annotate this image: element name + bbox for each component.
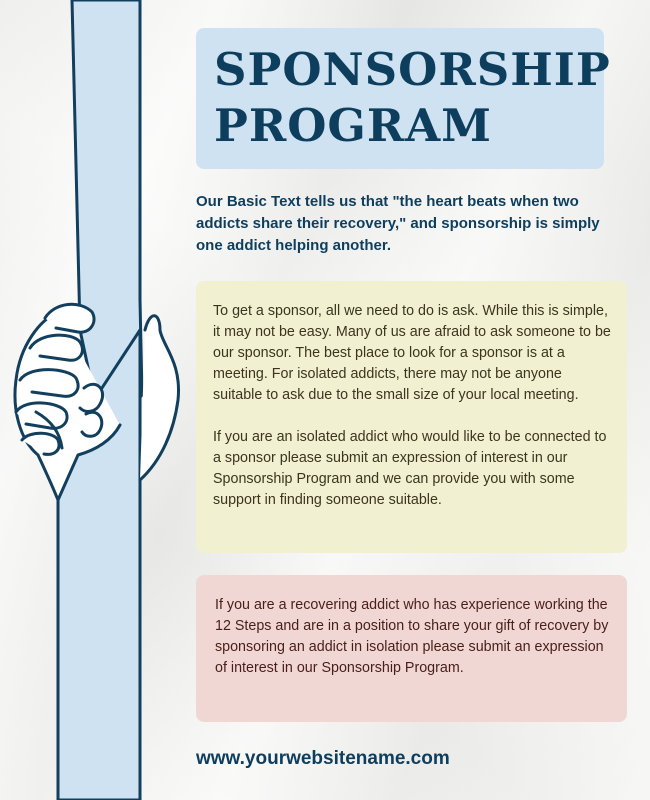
yellow-paragraph-2: If you are an isolated addict who would like to be connected to a sponsor please submit an expression of interest in our Sponsorship Program and we can provide you with some support in finding someone suitable. (213, 429, 607, 508)
how-to-get-sponsor-box (196, 281, 627, 553)
title-line-1: SPONSORSHIP (214, 43, 611, 96)
become-sponsor-box (196, 575, 627, 722)
title-line-2: PROGRAM (214, 99, 492, 152)
title-banner (196, 28, 611, 169)
intro-text: Our Basic Text tells us that "the heart beats when two addicts share their recovery," and sponsorship is simply one addict helping another. (196, 193, 600, 254)
website-link[interactable]: www.yourwebsitename.com (196, 748, 450, 769)
holding-hands-illustration (0, 0, 200, 800)
right-thumb (140, 316, 179, 480)
yellow-paragraph-1: To get a sponsor, all we need to do is ask. While this is simple, it may not be easy. Many of us are afraid to ask someone to be our sponsor. The best place to look for a sponsor is at a meeting. For isolated addicts, there may not be anyone suitable to ask due to the small size of your local meeting. (213, 303, 611, 403)
pink-paragraph: If you are a recovering addict who has experience working the 12 Steps and are in a position to share your gift of recovery by sponsoring an addict in isolation please submit an expression of interest in our Sponsorship Program. (215, 597, 609, 676)
